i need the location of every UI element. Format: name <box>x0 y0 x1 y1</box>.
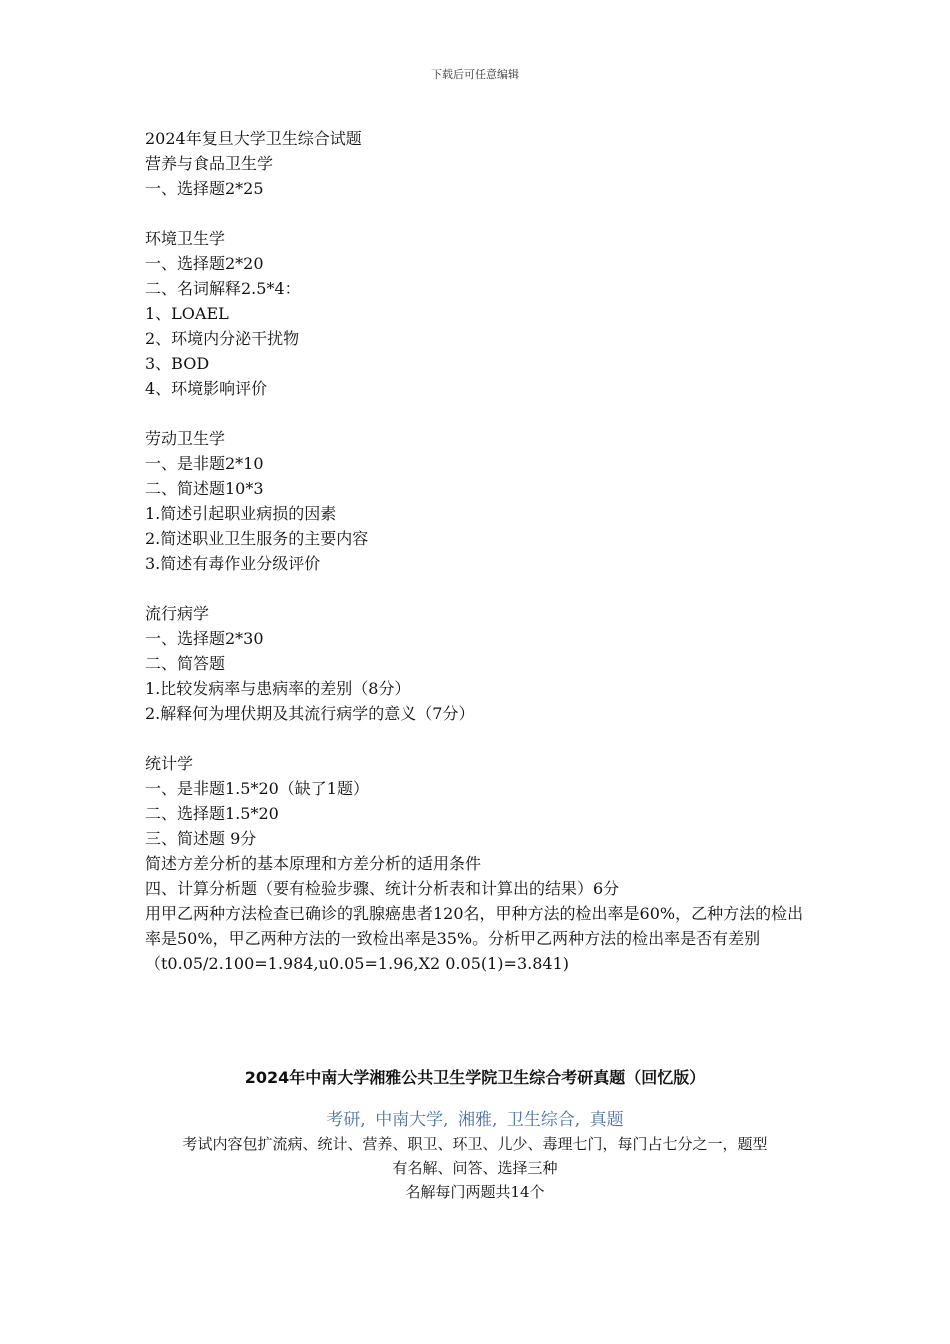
text-line: 二、简答题 <box>145 654 226 673</box>
text-line: 2024年复旦大学卫生综合试题 <box>145 129 362 148</box>
text-line: 统计学 <box>145 754 194 773</box>
stat-question-paragraph: 用甲乙两种方法检查已确诊的乳腺癌患者120名，甲种方法的检出率是60%，乙种方法的检出率是50%，甲乙两种方法的一致检出率是35%。分析甲乙两种方法的检出率是否有差别 <box>145 904 804 948</box>
blank-line <box>145 401 815 426</box>
text-line: 1.简述引起职业病损的因素 <box>145 504 337 523</box>
text-line: 1.比较发病率与患病率的差别（8分） <box>145 679 411 698</box>
tag-link[interactable]: 卫生综合, <box>506 1110 581 1130</box>
text-line: 二、选择题1.5*20 <box>145 804 279 823</box>
csu-exam-title: 2024年中南大学湘雅公共卫生学院卫生综合考研真题（回忆版） <box>244 1068 706 1087</box>
tag-link[interactable]: 真题 <box>589 1110 624 1130</box>
blank-line <box>145 201 815 226</box>
text-line: 二、简述题10*3 <box>145 479 264 498</box>
text-line: 1、LOAEL <box>145 304 229 323</box>
text-line: 一、选择题2*20 <box>145 254 264 273</box>
header-note: 下载后可任意编辑 <box>431 68 519 81</box>
text-line: 2.解释何为埋伏期及其流行病学的意义（7分） <box>145 704 475 723</box>
text-line: 3.简述有毒作业分级评价 <box>145 554 321 573</box>
intro-line: 有名解、问答、选择三种 <box>392 1159 558 1177</box>
tag-link[interactable]: 中南大学, <box>375 1110 449 1130</box>
text-line: 一、是非题1.5*20（缺了1题） <box>145 779 369 798</box>
text-line: 四、计算分析题（要有检验步骤、统计分析表和计算出的结果）6分 <box>145 879 620 898</box>
text-line: 一、选择题2*25 <box>145 179 264 198</box>
text-line: 简述方差分析的基本原理和方差分析的适用条件 <box>145 854 482 873</box>
tag-link[interactable]: 考研, <box>326 1110 366 1130</box>
text-line: 一、是非题2*10 <box>145 454 264 473</box>
text-line: 2.简述职业卫生服务的主要内容 <box>145 529 369 548</box>
intro-line: 考试内容包扩流病、统计、营养、职卫、环卫、儿少、毒理七门，每门占七分之一，题型 <box>182 1135 768 1153</box>
text-line: 劳动卫生学 <box>145 429 226 448</box>
intro-line: 名解每门两题共14个 <box>405 1183 545 1201</box>
text-line: 一、选择题2*30 <box>145 629 264 648</box>
text-line: 2、环境内分泌干扰物 <box>145 329 300 348</box>
stat-formula: （t0.05/2.100=1.984,u0.05=1.96,X2 0.05(1)=3.841) <box>145 954 569 973</box>
text-line: 二、名词解释2.5*4： <box>145 279 301 298</box>
csu-exam-section <box>140 1066 810 1204</box>
tag-list <box>140 1108 810 1132</box>
text-line: 4、环境影响评价 <box>145 379 268 398</box>
text-line: 环境卫生学 <box>145 229 226 248</box>
blank-line <box>145 726 815 751</box>
text-line: 流行病学 <box>145 604 210 623</box>
fudan-exam-section <box>145 126 815 976</box>
tag-link[interactable]: 湘雅, <box>458 1110 498 1130</box>
fudan-exam-lines <box>145 126 815 901</box>
blank-line <box>145 576 815 601</box>
text-line: 3、BOD <box>145 354 210 373</box>
text-line: 营养与食品卫生学 <box>145 154 274 173</box>
text-line: 三、简述题 9分 <box>145 829 257 848</box>
